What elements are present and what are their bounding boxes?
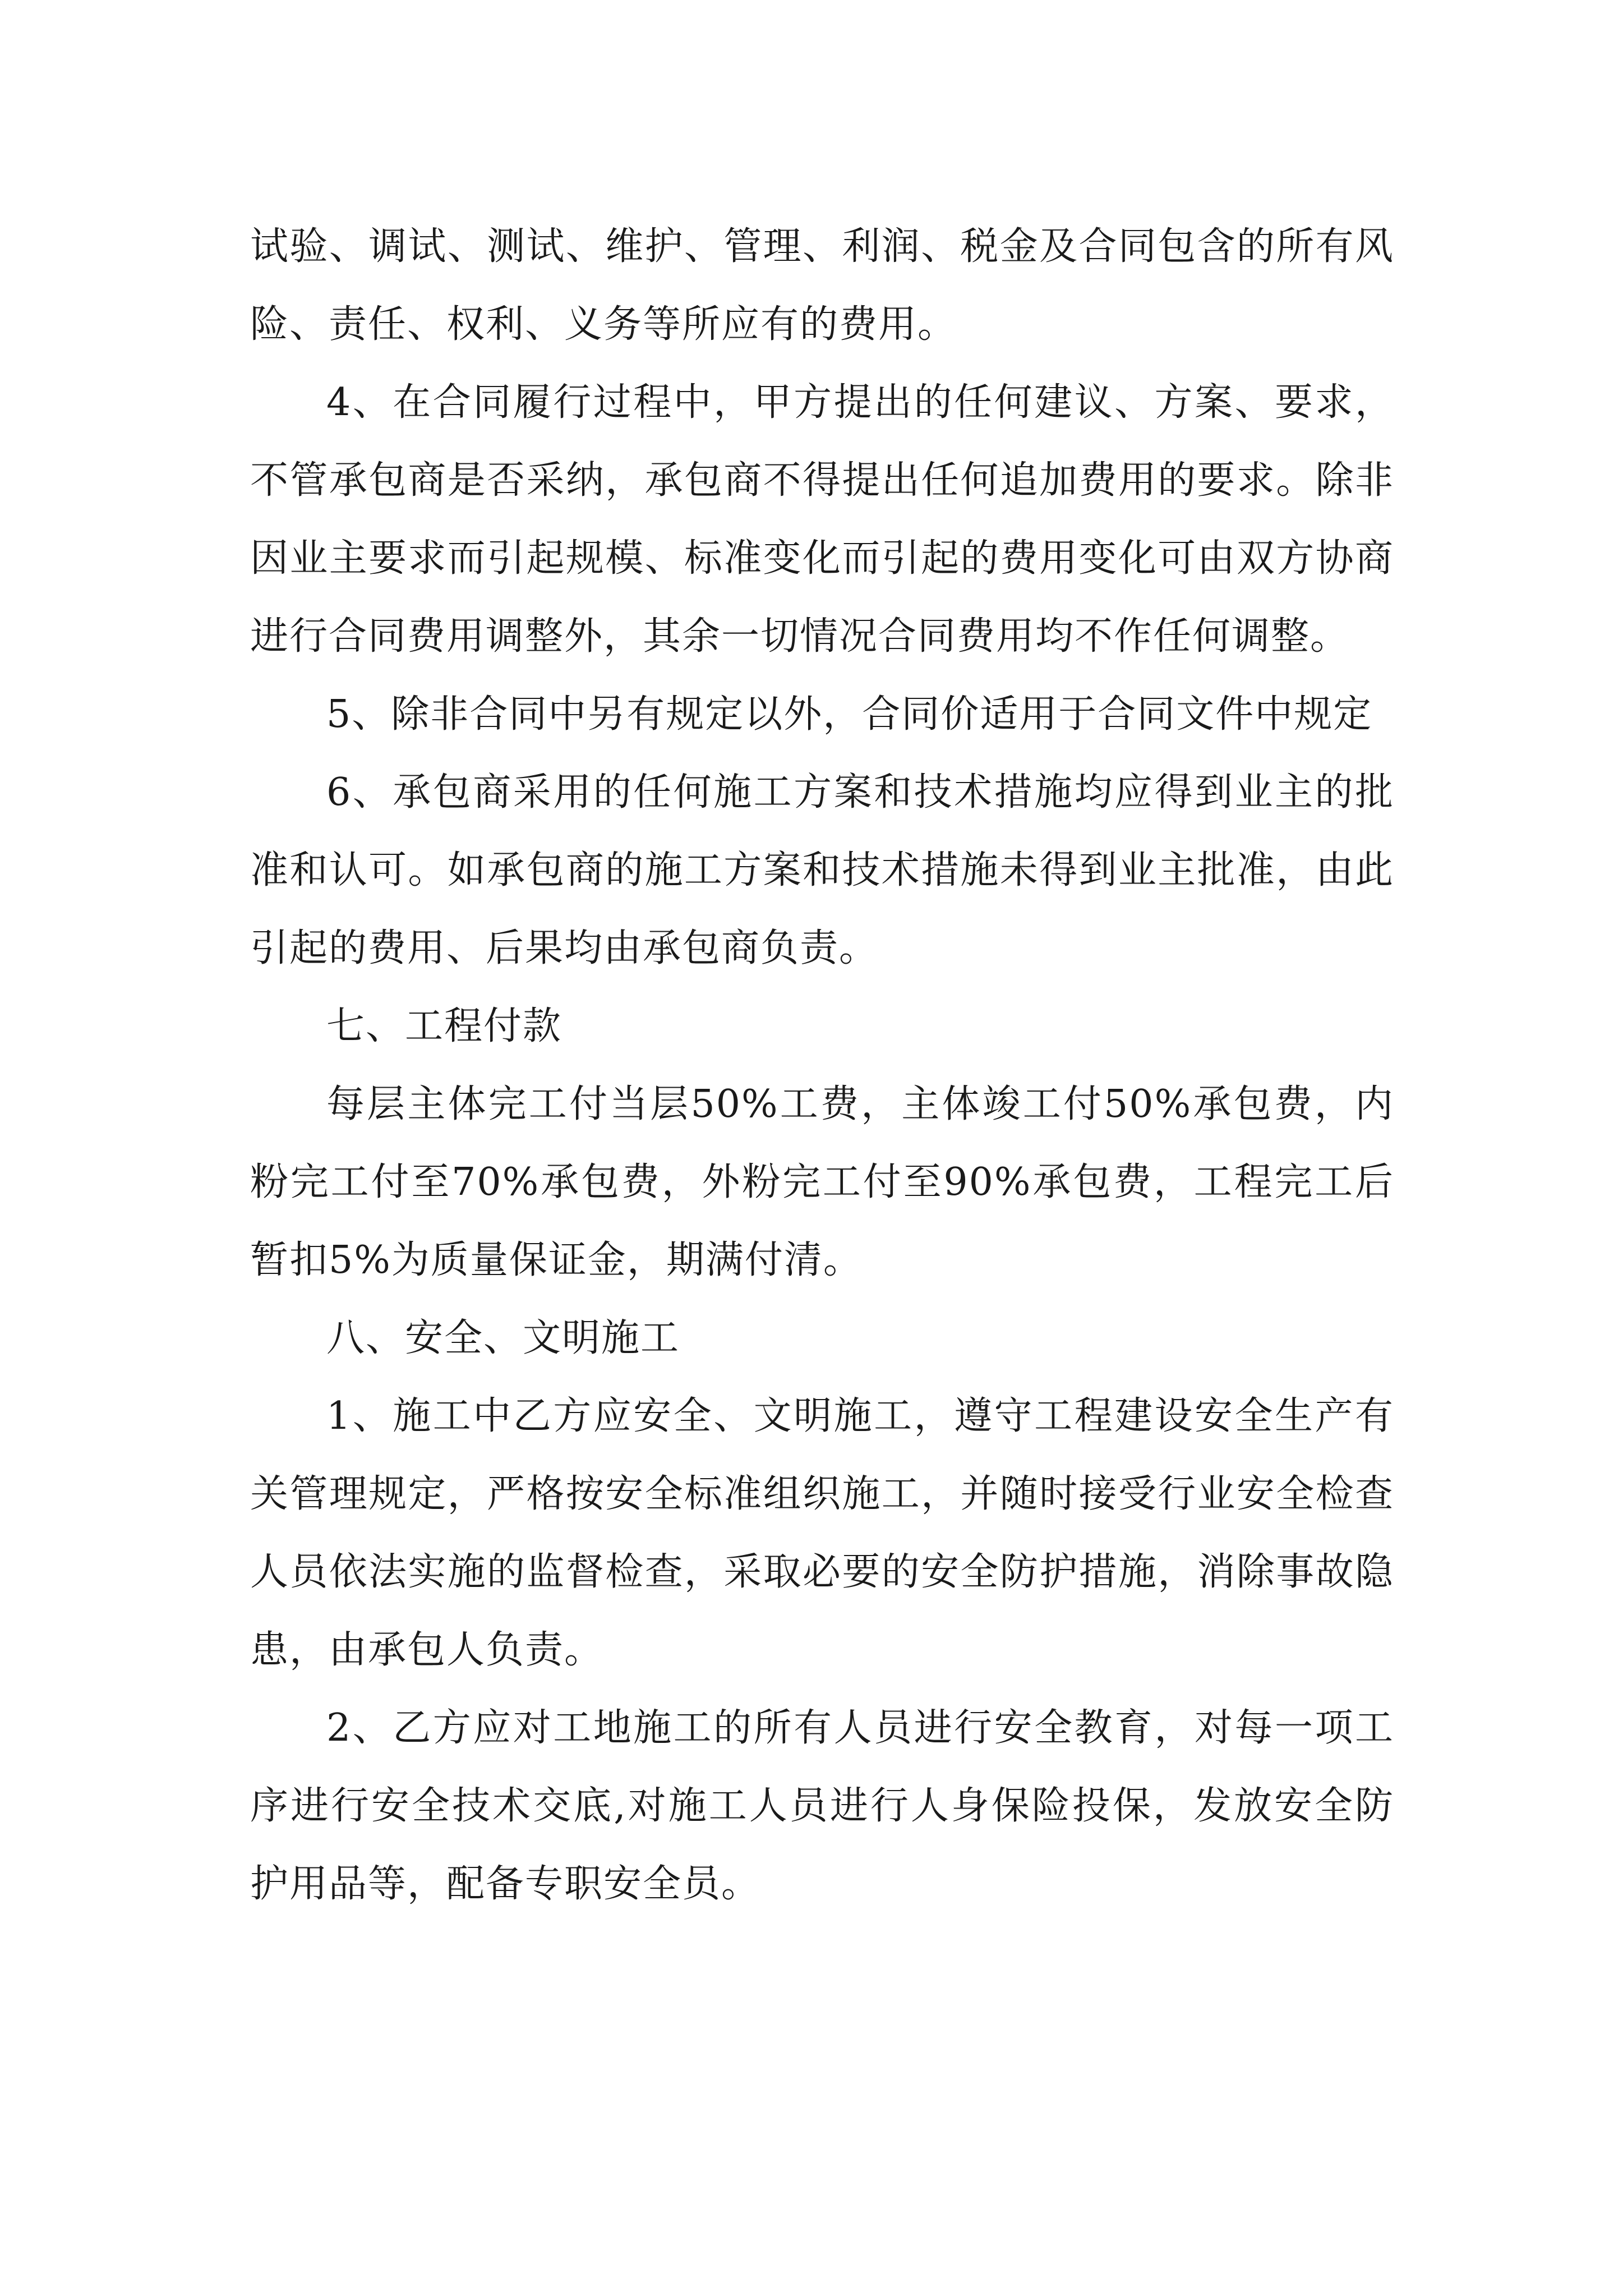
document-body xyxy=(250,208,1394,1923)
section-heading-safety: 八、安全、文明施工 xyxy=(326,1316,680,1360)
paragraph-clause-5: 5、除非合同中另有规定以外，合同价适用于合同文件中规定 xyxy=(326,692,1373,737)
paragraph-cost-continuation: 试验、调试、测试、维护、管理、利润、税金及合同包含的所有风险、责任、权利、义务等所应有的费用。 xyxy=(250,224,1394,347)
paragraph-safety-clause-1: 1、施工中乙方应安全、文明施工，遵守工程建设安全生产有关管理规定，严格按安全标准组织施工，并随时接受行业安全检查人员依法实施的监督检查，采取必要的安全防护措施，消除事故隐患，由承包人负责。 xyxy=(250,1394,1394,1672)
paragraph-payment-terms: 每层主体完工付当层50%工费，主体竣工付50%承包费，内粉完工付至70%承包费，外粉完工付至90%承包费，工程完工后暂扣5%为质量保证金，期满付清。 xyxy=(250,1082,1394,1282)
section-heading-payment: 七、工程付款 xyxy=(326,1004,562,1048)
paragraph-clause-6: 6、承包商采用的任何施工方案和技术措施均应得到业主的批准和认可。如承包商的施工方案和技术措施未得到业主批准，由此引起的费用、后果均由承包商负责。 xyxy=(250,770,1394,970)
paragraph-safety-clause-2: 2、乙方应对工地施工的所有人员进行安全教育，对每一项工序进行安全技术交底,对施工人员进行人身保险投保，发放安全防护用品等，配备专职安全员。 xyxy=(250,1706,1394,1906)
paragraph-clause-4: 4、在合同履行过程中，甲方提出的任何建议、方案、要求，不管承包商是否采纳，承包商不得提出任何追加费用的要求。除非因业主要求而引起规模、标准变化而引起的费用变化可由双方协商进行合同费用调整外，其余一切情况合同费用均不作任何调整。 xyxy=(250,380,1394,659)
